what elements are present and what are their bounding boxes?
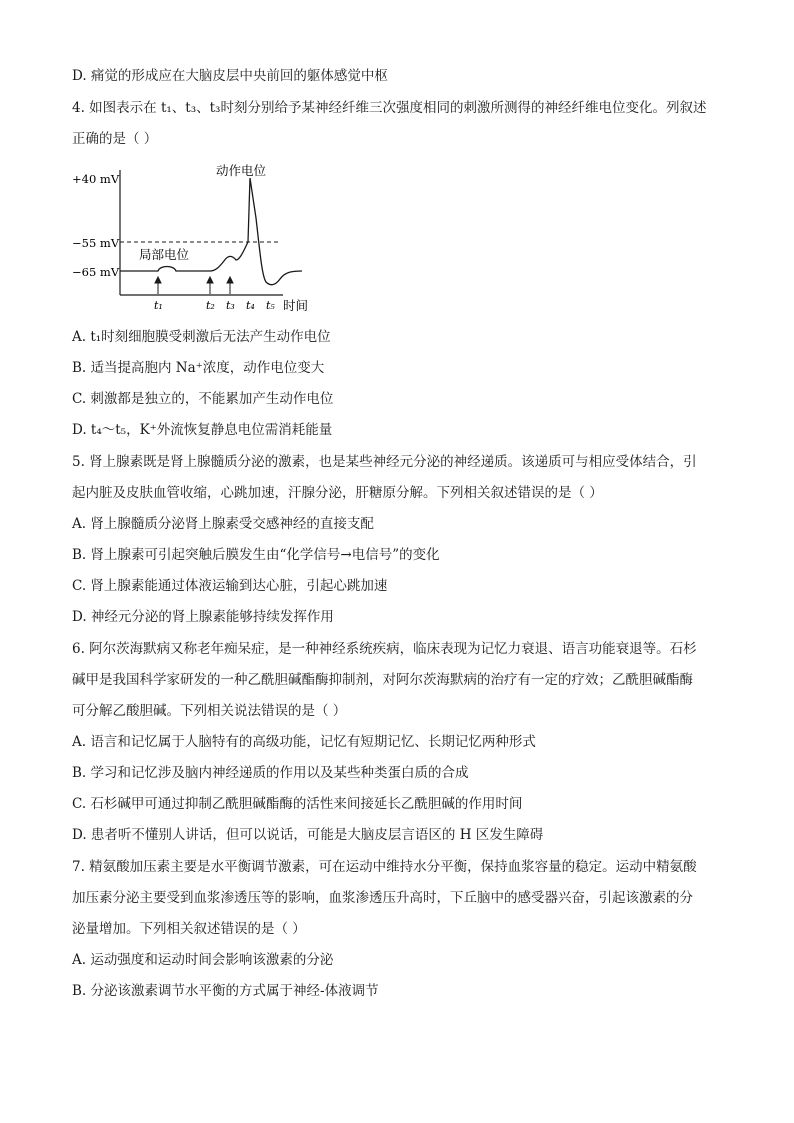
time-label-t3: t₃	[226, 299, 235, 312]
option-c-q5: C. 肾上腺素能通过体液运输到达心脏，引起心跳加速	[72, 578, 388, 594]
option-d-q4: D. t₄～t₅，K⁺外流恢复静息电位需消耗能量	[72, 422, 333, 438]
question-5-stem-cont: 起内脏及皮肤血管收缩，心跳加速，汗腺分泌，肝糖原分解。下列相关叙述错误的是（ ）	[72, 485, 603, 501]
option-a-q7: A. 运动强度和运动时间会影响该激素的分泌	[72, 952, 334, 968]
y-label-plus40: +40 mV	[72, 172, 120, 186]
question-7-stem-cont-1: 加压素分泌主要受到血浆渗透压等的影响，血浆渗透压升高时，下丘脑中的感受器兴奋，引起该激素的分	[72, 890, 693, 906]
question-6-stem-cont-1: 碱甲是我国科学家研发的一种乙酰胆碱酯酶抑制剂，对阿尔茨海默病的治疗有一定的疗效；乙酰胆碱酯酶	[72, 672, 693, 688]
membrane-potential-figure	[70, 158, 320, 316]
y-label-minus55: −55 mV	[72, 236, 120, 250]
local-potential-label: 局部电位	[139, 247, 190, 262]
question-4-stem-cont: 正确的是（ ）	[72, 131, 158, 147]
option-b-q7: B. 分泌该激素调节水平衡的方式属于神经-体液调节	[72, 983, 379, 999]
action-potential-label: 动作电位	[216, 163, 267, 178]
option-d-q6: D. 患者听不懂别人讲话，但可以说话，可能是大脑皮层言语区的 H 区发生障碍	[72, 827, 544, 843]
question-6-stem: 6. 阿尔茨海默病又称老年痴呆症，是一种神经系统疾病，临床表现为记忆力衰退、语言功能衰退等。石杉	[72, 641, 697, 657]
time-label-t4: t₄	[246, 299, 255, 312]
option-a-q4: A. t₁时刻细胞膜受刺激后无法产生动作电位	[72, 329, 331, 345]
question-7-stem-cont-2: 泌量增加。下列相关叙述错误的是（ ）	[72, 921, 306, 937]
question-7-stem: 7. 精氨酸加压素主要是水平衡调节激素，可在运动中维持水分平衡，保持血浆容量的稳定。运动中精氨酸	[72, 859, 697, 875]
option-b-q4: B. 适当提高胞内 Na⁺浓度，动作电位变大	[72, 360, 325, 376]
option-a-q6: A. 语言和记忆属于人脑特有的高级功能，记忆有短期记忆、长期记忆两种形式	[72, 734, 536, 750]
option-d-q5: D. 神经元分泌的肾上腺素能够持续发挥作用	[72, 609, 334, 625]
option-d-q3: D. 痛觉的形成应在大脑皮层中央前回的躯体感觉中枢	[72, 68, 388, 84]
option-b-q5: B. 肾上腺素可引起突触后膜发生由“化学信号→电信号”的变化	[72, 547, 440, 563]
option-a-q5: A. 肾上腺髓质分泌肾上腺素受交感神经的直接支配	[72, 516, 374, 532]
potential-curve	[120, 178, 302, 285]
potential-graph	[70, 158, 320, 316]
y-label-minus65: −65 mV	[72, 265, 120, 279]
time-label-t5: t₅	[266, 299, 275, 312]
stimulus-arrows	[155, 277, 233, 294]
option-b-q6: B. 学习和记忆涉及脑内神经递质的作用以及某些种类蛋白质的合成	[72, 765, 469, 781]
question-5-stem: 5. 肾上腺素既是肾上腺髓质分泌的激素，也是某些神经元分泌的神经递质。该递质可与相应受体结合，引	[72, 454, 697, 470]
time-label-t2: t₂	[206, 299, 215, 312]
option-c-q4: C. 刺激都是独立的，不能累加产生动作电位	[72, 391, 334, 407]
x-axis-label: 时间	[283, 298, 309, 313]
time-label-t1: t₁	[154, 299, 163, 312]
question-4-stem: 4. 如图表示在 t₁、t₃、t₃时刻分别给予某神经纤维三次强度相同的刺激所测得的神经纤维电位变化。列叙述	[72, 100, 707, 116]
question-6-stem-cont-2: 可分解乙酸胆碱。下列相关说法错误的是（ ）	[72, 703, 347, 719]
option-c-q6: C. 石杉碱甲可通过抑制乙酰胆碱酯酶的活性来间接延长乙酰胆碱的作用时间	[72, 796, 523, 812]
